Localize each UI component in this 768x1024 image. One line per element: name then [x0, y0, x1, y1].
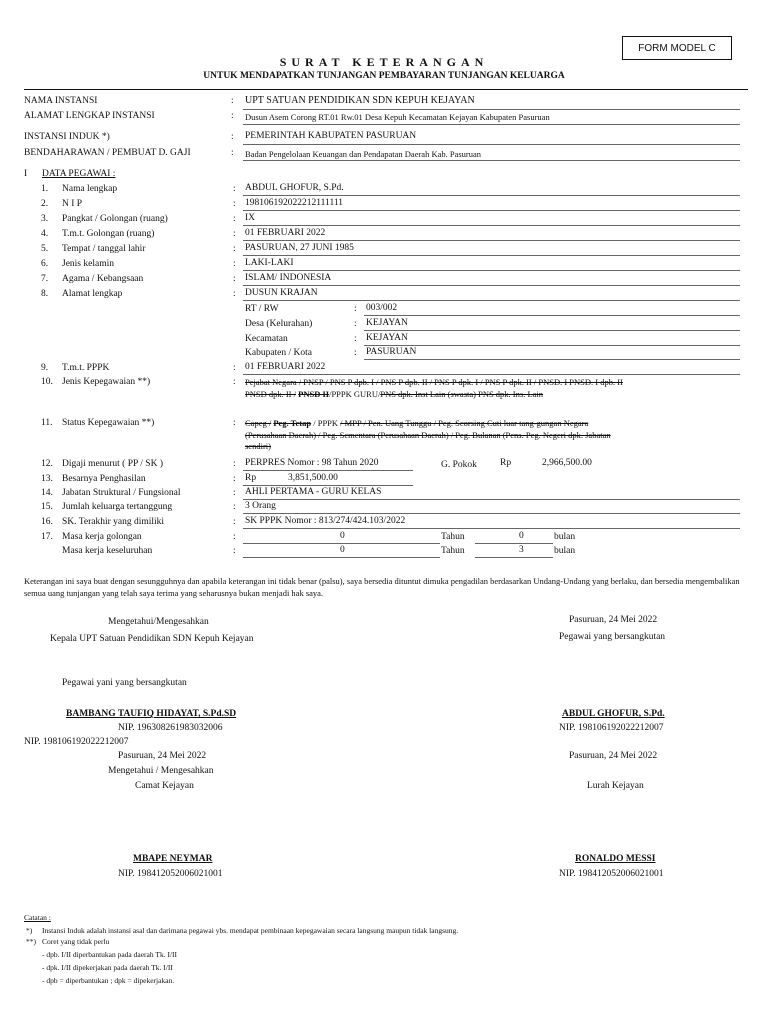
gpokok-currency: Rp: [500, 458, 512, 468]
colon: :: [233, 377, 236, 387]
masa-kerja-keseluruhan-label: Masa kerja keseluruhan: [62, 546, 153, 556]
bulan-label: bulan: [554, 546, 576, 556]
masa-keseluruhan-bulan-value: 3: [519, 545, 524, 555]
status-line3: sendiri): [245, 441, 271, 451]
digaji-label: Digaji menurut ( PP / SK ): [62, 459, 163, 469]
underline: [364, 315, 740, 316]
item-number: 8.: [41, 289, 49, 299]
item-number: 7.: [41, 274, 49, 284]
colon: :: [233, 363, 236, 373]
colon: :: [231, 132, 234, 142]
sign-right-date: Pasuruan, 24 Mei 2022: [569, 615, 658, 625]
colon: :: [233, 214, 236, 224]
masa-golongan-tahun-value: 0: [340, 531, 345, 541]
sign-right-date-2: Pasuruan, 24 Mei 2022: [569, 751, 658, 761]
colon: :: [233, 517, 236, 527]
sign-right-name: ABDUL GHOFUR, S.Pd.: [562, 709, 665, 719]
item-number: 11.: [41, 418, 53, 428]
note-4: - dpk. I/II dipekerjakan pada daerah Tk. I/II: [42, 963, 173, 972]
bulan-label: bulan: [554, 532, 576, 542]
gpokok-value: 2,966,500.00: [542, 458, 592, 468]
item-number: 13.: [41, 474, 53, 484]
colon: :: [231, 148, 234, 158]
masa-kerja-golongan-label: Masa kerja golongan: [62, 532, 142, 542]
underline: [364, 345, 740, 346]
underline: [243, 543, 440, 544]
penghasilan-value: 3,851,500.00: [288, 473, 338, 483]
underline: [243, 210, 740, 211]
address-label: Desa (Kelurahan): [245, 319, 313, 329]
instansi-address-value: Dusun Asem Corong RT.01 Rw.01 Desa Kepuh Kecamatan Kejayan Kabupaten Pasuruan: [245, 112, 550, 122]
colon: :: [233, 474, 236, 484]
note-5: - dpb = diperbantukan ; dpk = dipekerjakan.: [42, 976, 175, 985]
document-title: SURAT KETERANGAN: [279, 55, 489, 69]
item-value: 198106192022212111111: [245, 198, 343, 208]
sign-right-lurah: Lurah Kejayan: [587, 781, 644, 791]
item-value: ISLAM/ INDONESIA: [245, 273, 332, 283]
note-3: - dpb. I/II diperbantukan pada daerah Tk. I/II: [42, 950, 178, 959]
underline: [364, 330, 740, 331]
item-label: Agama / Kebangsaan: [62, 274, 144, 284]
underline: [243, 557, 440, 558]
underline: [243, 195, 740, 196]
item-number: 4.: [41, 229, 49, 239]
colon: :: [233, 259, 236, 269]
underline: [243, 240, 740, 241]
address-value: KEJAYAN: [366, 318, 408, 328]
jenis-strike-b: PNS dpk. Inst Lain (swasta) PNS dpk. Ins. Lain: [380, 389, 544, 399]
statement-paragraph: Keterangan ini saya buat dengan sesungguhnya dan apabila keterangan ini tidak benar (palsu), saya bersedia dituntut dimuka pengadilan berdasarkan Undang-Undang yang berlaku, dan bersedia mengembalikan semua uang tunjangan yang telah saya terima yang seharusnya bukan menjadi hak saya.: [24, 576, 740, 598]
sign-left-nip: NIP. 196308261983032006: [118, 723, 223, 733]
note-mark-1: *): [26, 926, 33, 935]
jenis-strike-a: PNSD dpk. II /: [245, 389, 297, 399]
sign-left-approve-2: Mengetahui / Mengesahkan: [108, 766, 214, 776]
sign-left-camat: Camat Kejayan: [135, 781, 194, 791]
instansi-name-value: UPT SATUAN PENDIDIKAN SDN KEPUH KEJAYAN: [245, 95, 475, 106]
colon: :: [233, 199, 236, 209]
underline: [364, 359, 740, 360]
underline: [243, 270, 740, 271]
digaji-value: PERPRES Nomor : 98 Tahun 2020: [245, 458, 379, 468]
section-title: DATA PEGAWAI :: [42, 169, 116, 179]
item-value: ABDUL GHOFUR, S.Pd.: [245, 183, 344, 193]
colon: :: [233, 532, 236, 542]
sign-right-role: Pegawai yang bersangkutan: [559, 632, 666, 642]
tmt-pppk-label: T.m.t. PPPK: [62, 363, 110, 373]
penghasilan-currency: Rp: [245, 473, 257, 483]
bendahara-label: BENDAHARAWAN / PEMBUAT D. GAJI: [24, 148, 191, 158]
sign-left-title: Kepala UPT Satuan Pendidikan SDN Kepuh Kejayan: [50, 634, 254, 644]
bendahara-value: Badan Pengelolaan Keuangan dan Pendapatan Daerah Kab. Pasuruan: [245, 149, 482, 159]
colon: :: [233, 229, 236, 239]
colon: :: [233, 488, 236, 498]
underline: [243, 144, 740, 145]
sign-right-nip: NIP. 198106192022212007: [559, 723, 664, 733]
status-line2: (Perusahaan Daerah) / Peg. Sementara (Perusahaan Daerah) / Peg. Bulanan (Pens. Peg. Negeri dpk. Jabatan: [245, 430, 611, 440]
jenis-pnsd-ii: PNSD II: [298, 389, 330, 399]
item-number: 1.: [41, 184, 49, 194]
item-number: 2.: [41, 199, 49, 209]
item-value: DUSUN KRAJAN: [245, 288, 318, 298]
tahun-label: Tahun: [441, 546, 465, 556]
sign-left-date-2: Pasuruan, 24 Mei 2022: [118, 751, 207, 761]
sk-label: SK. Terakhir yang dimiliki: [62, 517, 165, 527]
item-number: 10.: [41, 377, 53, 387]
sign-left-nip-3: NIP. 198412052006021001: [118, 869, 223, 879]
status-tetap: Peg. Tetap: [273, 418, 312, 428]
colon: :: [233, 289, 236, 299]
sign-right-nip-2: NIP. 198412052006021001: [559, 869, 664, 879]
underline: [243, 374, 740, 375]
underline: [475, 557, 553, 558]
note-1: Instansi Induk adalah instansi asal dan darimana pegawai ybs. mendapat pembinaan kepegawaian secara langsung maupun tidak langsung.: [42, 926, 459, 935]
underline: [243, 300, 740, 301]
underline: [243, 255, 740, 256]
item-label: Jenis kelamin: [62, 259, 114, 269]
colon: :: [233, 459, 236, 469]
item-number: 5.: [41, 244, 49, 254]
item-label: N I P: [62, 199, 83, 209]
underline: [243, 160, 740, 161]
instansi-name-label: NAMA INSTANSI: [24, 96, 98, 106]
colon: :: [233, 546, 236, 556]
sk-value: SK PPPK Nomor : 813/274/424.103/2022: [245, 516, 406, 526]
item-number: 9.: [41, 363, 49, 373]
status-capeg: Capeg /: [245, 418, 272, 428]
address-label: Kecamatan: [245, 334, 288, 344]
masa-keseluruhan-tahun-value: 0: [340, 545, 345, 555]
sign-left-approve: Mengetahui/Mengesahkan: [108, 617, 209, 627]
colon: :: [354, 319, 357, 329]
item-number: 15.: [41, 502, 53, 512]
underline: [243, 225, 740, 226]
item-value: 01 FEBRUARI 2022: [245, 228, 326, 238]
note-2: Coret yang tidak perlu: [42, 937, 110, 946]
tmt-pppk-value: 01 FEBRUARI 2022: [245, 362, 326, 372]
address-label: Kabupaten / Kota: [245, 348, 313, 358]
item-value: IX: [245, 213, 256, 223]
jenis-kepegawaian-label: Jenis Kepegawaian **): [62, 377, 151, 387]
sign-left-nip-2: NIP. 198106192022212007: [24, 737, 129, 747]
colon: :: [354, 304, 357, 314]
underline: [243, 109, 740, 110]
form-model-box: FORM MODEL C: [622, 36, 732, 60]
keluarga-label: Jumlah keluarga tertanggung: [62, 502, 173, 512]
item-number: 16.: [41, 517, 53, 527]
item-label: T.m.t. Golongan (ruang): [62, 229, 155, 239]
underline: [475, 543, 553, 544]
item-number: 3.: [41, 214, 49, 224]
underline: [243, 528, 740, 529]
underline: [243, 499, 740, 500]
item-number: 12.: [41, 459, 53, 469]
colon: :: [231, 111, 234, 121]
instansi-address-label: ALAMAT LENGKAP INSTANSI: [24, 111, 155, 121]
colon: :: [233, 418, 236, 428]
sign-left-extra: Pegawai yani yang bersangkutan: [62, 678, 187, 688]
jabatan-value: AHLI PERTAMA - GURU KELAS: [245, 487, 382, 497]
item-label: Tempat / tanggal lahir: [62, 244, 146, 254]
address-value: 003/002: [366, 303, 398, 313]
item-label: Nama lengkap: [62, 184, 118, 194]
status-rest: / MPP / Pen. Uang Tunggu / Peg. Scorsing Cuti luar tang-gungan Negara: [340, 418, 589, 428]
colon: :: [354, 334, 357, 344]
item-number: 6.: [41, 259, 49, 269]
tahun-label: Tahun: [441, 532, 465, 542]
item-value: PASURUAN, 27 JUNI 1985: [245, 243, 354, 253]
header-rule: [24, 89, 748, 90]
colon: :: [233, 244, 236, 254]
keluarga-value: 3 Orang: [245, 501, 276, 511]
underline: [243, 285, 740, 286]
gpokok-label: G. Pokok: [441, 460, 477, 470]
note-mark-2: **): [26, 937, 36, 946]
sign-left-name: BAMBANG TAUFIQ HIDAYAT, S.Pd.SD: [66, 709, 237, 719]
jenis-kepegawaian-line2: [245, 389, 543, 399]
masa-golongan-bulan-value: 0: [519, 531, 524, 541]
sign-right-name-2: RONALDO MESSI: [575, 854, 656, 864]
colon: :: [354, 348, 357, 358]
document-subtitle: UNTUK MENDAPATKAN TUNJANGAN PEMBAYARAN TUNJANGAN KELUARGA: [203, 71, 565, 81]
address-value: KEJAYAN: [366, 333, 408, 343]
sign-left-name-2: MBAPE NEYMAR: [133, 854, 213, 864]
jenis-kepegawaian-line1: Pejabat Negara / PNSP / PNS P dpb. I / PNS P dpb. II / PNS P dpk. I / PNS P dpk. II / PNSD. I PNSD. I dpb. II: [245, 377, 623, 387]
status-kepegawaian-label: Status Kepegawaian **): [62, 418, 155, 428]
underline: [243, 124, 740, 125]
colon: :: [231, 96, 234, 106]
item-number: 14.: [41, 488, 53, 498]
section-number: I: [24, 169, 28, 179]
item-label: Pangkat / Golongan (ruang): [62, 214, 168, 224]
underline: [243, 470, 413, 471]
item-number: 17.: [41, 532, 53, 542]
underline: [243, 485, 413, 486]
status-pppk: / PPPK: [313, 418, 339, 428]
address-value: PASURUAN: [366, 347, 417, 357]
instansi-induk-label: INSTANSI INDUK *): [24, 132, 110, 142]
item-value: LAKI-LAKI: [245, 258, 294, 268]
colon: :: [233, 502, 236, 512]
jabatan-label: Jabatan Struktural / Fungsional: [62, 488, 181, 498]
underline: [243, 513, 740, 514]
status-line1: [245, 418, 588, 428]
instansi-induk-value: PEMERINTAH KABUPATEN PASURUAN: [245, 131, 417, 141]
penghasilan-label: Besarnya Penghasilan: [62, 474, 146, 484]
colon: :: [233, 274, 236, 284]
address-label: RT / RW: [245, 304, 279, 314]
jenis-selected: /PPPK GURU/: [329, 389, 381, 399]
notes-title: Catatan :: [24, 913, 51, 922]
item-label: Alamat lengkap: [62, 289, 123, 299]
colon: :: [233, 184, 236, 194]
